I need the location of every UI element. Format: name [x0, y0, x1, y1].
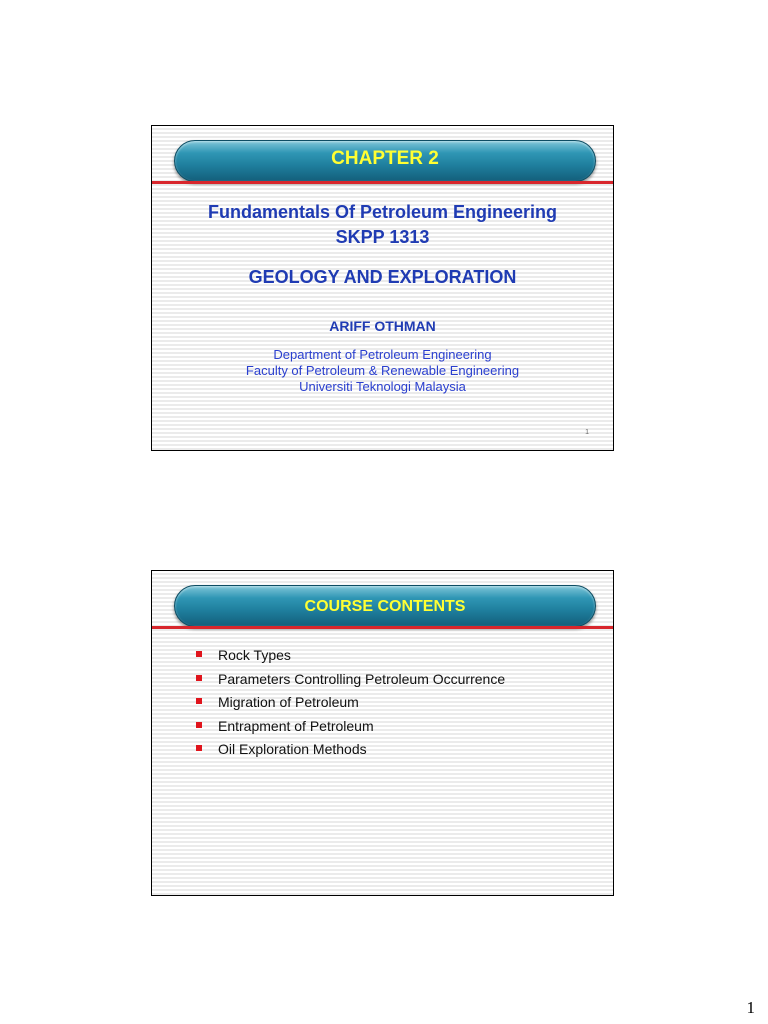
page-number: 1: [746, 998, 755, 1017]
slide-title: [151, 125, 614, 451]
slide-course-contents: [151, 570, 614, 896]
department-name: Department of Petroleum Engineering: [273, 347, 492, 362]
square-bullet-icon: [196, 722, 202, 728]
divider-rule: [152, 181, 613, 184]
title-banner: [174, 140, 596, 182]
university-name: Universiti Teknologi Malaysia: [299, 379, 466, 394]
list-item: [196, 694, 505, 718]
chapter-subject: GEOLOGY AND EXPLORATION: [248, 267, 517, 287]
course-code: SKPP 1313: [335, 227, 430, 247]
author-name: ARIFF OTHMAN: [329, 318, 436, 334]
chapter-title: CHAPTER 2: [331, 148, 439, 169]
list-item: [196, 671, 505, 695]
slide-number: 1: [585, 429, 589, 436]
list-item-label: Migration of Petroleum: [218, 694, 359, 710]
course-title: Fundamentals Of Petroleum Engineering: [207, 202, 558, 222]
title-banner: [174, 585, 596, 627]
list-item: [196, 718, 505, 742]
section-title: COURSE CONTENTS: [304, 598, 466, 615]
square-bullet-icon: [196, 651, 202, 657]
list-item-label: Rock Types: [218, 647, 291, 663]
list-item-label: Oil Exploration Methods: [218, 741, 367, 757]
divider-rule: [152, 626, 613, 629]
list-item: [196, 647, 505, 671]
square-bullet-icon: [196, 745, 202, 751]
faculty-name: Faculty of Petroleum & Renewable Engineering: [245, 363, 520, 378]
list-item: [196, 741, 505, 765]
contents-list: [196, 647, 505, 765]
square-bullet-icon: [196, 675, 202, 681]
list-item-label: Parameters Controlling Petroleum Occurrence: [218, 670, 506, 687]
list-item-label: Entrapment of Petroleum: [218, 717, 374, 734]
square-bullet-icon: [196, 698, 202, 704]
